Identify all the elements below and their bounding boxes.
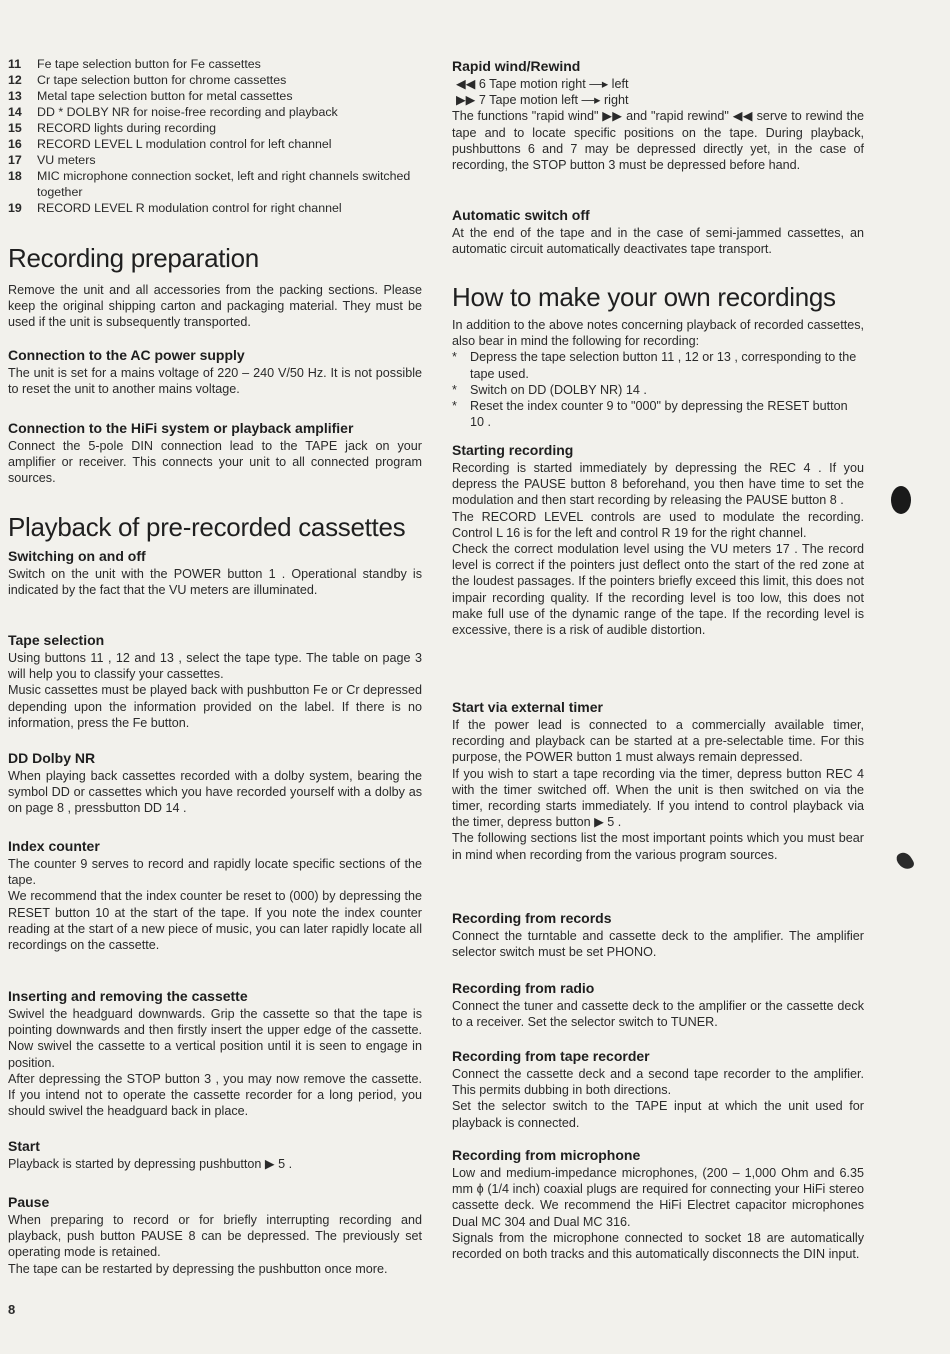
section-title: Playback of pre-recorded cassettes: [8, 512, 406, 542]
tape-selection-section: [8, 632, 422, 731]
paragraph: ◀◀ 6 Tape motion right —▸ left: [456, 77, 629, 91]
dolby-section: [8, 750, 422, 817]
subsection-title: Switching on and off: [8, 548, 146, 564]
list-item: 17 VU meters: [8, 153, 96, 167]
list-item: * Depress the tape selection button 11 , 12 or 13 , corresponding to the tape used.: [452, 350, 857, 381]
paragraph: Remove the unit and all accessories from the packing sections. Please keep the original shipping carton and packaging material. They must be used if the unit is subsequently transported.: [8, 283, 422, 330]
subsection-title: Connection to the AC power supply: [8, 347, 245, 363]
recording-preparation-section: [8, 243, 422, 331]
paragraph: When playing back cassettes recorded with a dolby system, bearing the symbol DD or cassettes which you have recorded yourself with a dolby as on page 8 , pressbutton DD 14 .: [8, 769, 422, 816]
subsection-title: Automatic switch off: [452, 207, 590, 223]
subsection-title: Recording from tape recorder: [452, 1048, 650, 1064]
list-item: 13 Metal tape selection button for metal cassettes: [8, 89, 293, 103]
scan-mark: [894, 850, 915, 873]
paragraph: Connect the cassette deck and a second tape recorder to the amplifier. This permits dubbing in both directions.: [452, 1067, 864, 1098]
paragraph: The functions "rapid wind" ▶▶ and "rapid rewind" ◀◀ serve to rewind the tape and to locate specific positions on the tape. During playback, pushbuttons 6 and 7 may be depressed directly yet, in the case of recording, the STOP button 3 must be depressed before hand.: [452, 109, 864, 173]
subsection-title: Start: [8, 1138, 40, 1154]
paragraph: Connect the tuner and cassette deck to the amplifier or the cassette deck to a receiver. Set the selector switch to TUNER.: [452, 999, 864, 1030]
subsection-title: Connection to the HiFi system or playback amplifier: [8, 420, 354, 436]
paragraph: The following sections list the most important points which you must bear in mind when recording from the various program sources.: [452, 831, 864, 862]
list-item: 19 RECORD LEVEL R modulation control for right channel: [8, 201, 342, 215]
paragraph: When preparing to record or for briefly interrupting recording and playback, push button PAUSE 8 can be depressed. The previously set operating mode is retained.: [8, 1213, 422, 1260]
paragraph: Set the selector switch to the TAPE input at which the unit used for playback is connected.: [452, 1099, 864, 1130]
subsection-title: Inserting and removing the cassette: [8, 988, 248, 1004]
list-item: 18 MIC microphone connection socket, left and right channels switched together: [8, 169, 411, 199]
how-to-record-section: [452, 282, 864, 430]
paragraph: Check the correct modulation level using the VU meters 17 . The record level is correct if the pointers just deflect onto the start of the red zone at the loudest passages. If the pointers briefly exceed this limit, this does not impair recording quality. If the recording level is too low, this does not make full use of the dynamic range of the tape. If the recording level is excessive, there is a risk of audible distortion.: [452, 542, 864, 638]
subsection-title: Tape selection: [8, 632, 105, 648]
subsection-title: Recording from radio: [452, 980, 595, 996]
pause-section: [8, 1194, 422, 1277]
paragraph: Connect the turntable and cassette deck to the amplifier. The amplifier selector switch must be set PHONO.: [452, 929, 864, 960]
subsection-title: Starting recording: [452, 442, 574, 458]
microphone-section: [452, 1147, 864, 1262]
paragraph: Signals from the microphone connected to socket 18 are automatically recorded on both tracks and this automatically disconnects the DIN input.: [452, 1230, 864, 1262]
paragraph: Music cassettes must be played back with pushbutton Fe or Cr depressed depending upon the information provided on the label. If there is no information, press the Fe button.: [8, 683, 422, 730]
subsection-title: Rapid wind/Rewind: [452, 58, 581, 74]
paragraph: ▶▶ 7 Tape motion left —▸ right: [456, 93, 629, 108]
paragraph: At the end of the tape and in the case of semi-jammed cassettes, an automatic circuit automatically deactivates tape transport.: [452, 226, 864, 257]
paragraph: Connect the 5-pole DIN connection lead to the TAPE jack on your amplifier or receiver. This connects your unit to all connected program sources.: [8, 439, 422, 486]
list-item: * Reset the index counter 9 to "000" by depressing the RESET button 10 .: [452, 399, 848, 430]
switching-section: [8, 548, 422, 598]
index-counter-section: [8, 838, 422, 953]
paragraph: Low and medium-impedance microphones, (200 – 1,000 Ohm and 6.35 mm ϕ (1/4 inch) coaxial plugs are required for connecting your HiFi stereo cassette deck. We recommend the HiFi Electret capacitor microphones Dual MC 304 and Dual MC 316.: [452, 1166, 864, 1229]
paragraph: If you wish to start a tape recording via the timer, depress button REC 4 with the timer switched off. When the unit is then switched on via the timer, recording starts immediately. If you intend to control playback via the timer, depress button ▶ 5 .: [452, 766, 864, 830]
paragraph: The RECORD LEVEL controls are used to modulate the recording. Control L 16 is for the left and control R 19 for the right channel.: [452, 509, 864, 540]
ac-power-section: [8, 347, 422, 397]
paragraph: The tape can be restarted by depressing the pushbutton once more.: [8, 1261, 388, 1276]
subsection-title: Recording from microphone: [452, 1147, 641, 1163]
section-title: Recording preparation: [8, 243, 259, 273]
rapid-wind-section: [452, 58, 864, 173]
paragraph: Switch on the unit with the POWER button 1 . Operational standby is indicated by the fact that the VU meters are illuminated.: [8, 567, 422, 598]
subsection-title: Start via external timer: [452, 699, 603, 715]
punch-hole: [891, 486, 911, 514]
paragraph: If the power lead is connected to a commercially available timer, recording and playback can be started at a pre-selectable time. For this purpose, the POWER button 1 must always remain depressed.: [452, 718, 864, 765]
list-item: 11 Fe tape selection button for Fe cassettes: [8, 57, 261, 71]
playback-section: [8, 512, 422, 543]
automatic-switch-off-section: [452, 207, 864, 257]
list-item: 15 RECORD lights during recording: [8, 121, 217, 135]
paragraph: The counter 9 serves to record and rapidly locate specific sections of the tape.: [8, 857, 422, 888]
start-section: [8, 1138, 422, 1172]
paragraph: After depressing the STOP button 3 , you may now remove the cassette. If you intend not to operate the cassette recorder for a long period, you should swivel the headguard back in place.: [8, 1071, 422, 1119]
subsection-title: Recording from records: [452, 910, 612, 926]
paragraph: We recommend that the index counter be reset to (000) by depressing the RESET button 10 at the start of the tape. If you note the index counter reading at the start of a new piece of music, you can later rapidly locate all recordings on the cassette.: [8, 889, 422, 953]
list-item: 12 Cr tape selection button for chrome cassettes: [8, 73, 287, 87]
paragraph: The unit is set for a mains voltage of 220 – 240 V/50 Hz. It is not possible to reset the unit to another mains voltage.: [8, 366, 422, 397]
list-item: 14 DD * DOLBY NR for noise-free recording and playback: [8, 105, 338, 119]
page-number: 8: [8, 1302, 16, 1317]
paragraph: Swivel the headguard downwards. Grip the cassette so that the tape is pointing downwards and then firstly insert the upper edge of the cassette. Now swivel the cassette to a vertical position until it is seen to engage in position.: [8, 1007, 422, 1070]
list-item: 16 RECORD LEVEL L modulation control for left channel: [8, 137, 332, 151]
paragraph: Using buttons 11 , 12 and 13 , select the tape type. The table on page 3 will help you to classify your cassettes.: [8, 651, 422, 682]
subsection-title: DD Dolby NR: [8, 750, 96, 766]
subsection-title: Pause: [8, 1194, 50, 1210]
paragraph: In addition to the above notes concerning playback of recorded cassettes, also bear in mind the following for recording:: [452, 318, 864, 349]
tape-recorder-section: [452, 1048, 864, 1131]
hifi-connection-section: [8, 420, 422, 487]
section-title: How to make your own recordings: [452, 282, 836, 312]
insert-cassette-section: [8, 988, 422, 1119]
records-section: [452, 910, 864, 960]
external-timer-section: [452, 699, 864, 863]
list-item: * Switch on DD (DOLBY NR) 14 .: [452, 382, 647, 397]
starting-recording-section: [452, 442, 864, 638]
subsection-title: Index counter: [8, 838, 100, 854]
paragraph: Recording is started immediately by depressing the REC 4 . If you depress the PAUSE button 8 beforehand, you then have time to set the modulation and then start recording by releasing the PAUSE button 8 .: [452, 461, 864, 508]
paragraph: Playback is started by depressing pushbutton ▶ 5 .: [8, 1157, 293, 1171]
controls-list: [8, 56, 422, 216]
radio-section: [452, 980, 864, 1030]
